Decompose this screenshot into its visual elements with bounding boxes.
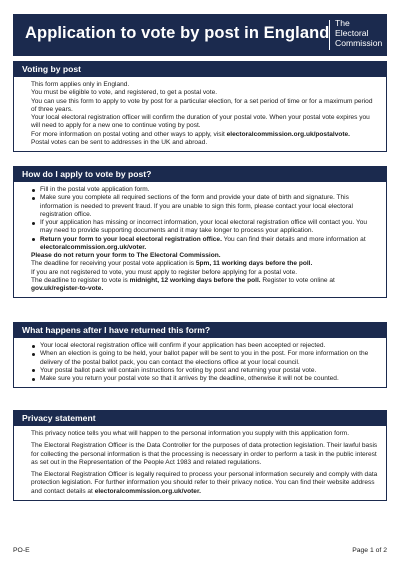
list-item: Make sure you complete all required sections of the form and provide your date of birth and signature. This information is needed to prevent fraud. If you are unable to sign this form, please contact your local electoral registration office. <box>31 194 378 219</box>
paragraph: For more information on postal voting and other ways to apply, visit electoralcommission.org.uk/postalvote. <box>31 130 350 138</box>
paragraph: Your local electoral registration officer will confirm the duration of your postal vote. When your postal vote expires you will need to apply for a new one to continue voting by post. <box>31 114 370 130</box>
page-title: Application to vote by post in England <box>25 24 330 42</box>
page-number: Page 1 of 2 <box>352 547 387 554</box>
list-item: Fill in the postal vote application form. <box>31 186 378 194</box>
section-after-return <box>13 322 387 388</box>
section-heading: How do I apply to vote by post? <box>14 167 386 182</box>
section-privacy-statement <box>13 410 387 501</box>
paragraph: This privacy notice tells you what will happen to the personal information you supply with this application form. <box>31 430 350 437</box>
deadline-text: The deadline for receiving your postal vote application is 5pm, 11 working days before the poll. <box>31 260 313 268</box>
section-heading: Voting by post <box>14 62 386 77</box>
list-item: Make sure you return your postal vote so that it arrives by the deadline, otherwise it will not be counted. <box>31 375 378 383</box>
list-item: If your application has missing or incorrect information, your local electoral registration office will contact you. You may need to provide supporting documents and it may take longer to process your application. <box>31 219 378 236</box>
section-how-to-apply <box>13 166 387 298</box>
list-item: When an election is going to be held, your ballot paper will be sent to you in the post. For more information on the delivery of the postal ballot pack, you can contact the elections office at your local council. <box>31 350 378 367</box>
register-deadline: The deadline to register to vote is midnight, 12 working days before the poll. Register to vote online at gov.uk/register-to-vote. <box>31 276 335 292</box>
register-link[interactable]: gov.uk/register-to-vote. <box>31 285 104 292</box>
paragraph: The Electoral Registration Officer is legally required to process your personal information securely and comply with data protection legislation. For further information you should refer to their privacy notice. You can find their website address and contact details at electoralcommission.org.uk/voter. <box>31 471 378 495</box>
list-item: Your postal ballot pack will contain instructions for voting by post and returning your postal vote. <box>31 367 378 375</box>
privacy-voter-link[interactable]: electoralcommission.org.uk/voter. <box>94 487 201 495</box>
paragraph: The Electoral Registration Officer is the Data Controller for the purposes of data protection legislation. Their lawful basis for collecting the personal information is that the processing is necessary in order to perform a task in the public interest as set out in the Representation of the People Act 1983 and related regulations. <box>31 442 378 466</box>
electoral-commission-logo: The Electoral Commission <box>335 18 383 48</box>
notice: Please do not return your form to The Electoral Commission. <box>31 252 221 259</box>
voter-link[interactable]: electoralcommission.org.uk/voter. <box>40 243 147 251</box>
list-item: Return your form to your local electoral registration office. You can find their details and more information at electoralcommission.org.uk/voter. <box>31 236 378 253</box>
paragraph: You must be eligible to vote, and registered, to get a postal vote. <box>31 89 218 97</box>
paragraph: Postal votes can be sent to addresses in the UK and abroad. <box>31 138 208 146</box>
paragraph: This form applies only in England. <box>31 81 130 88</box>
list-item: Your local electoral registration office will confirm if your application has been accepted or rejected. <box>31 342 378 350</box>
title-banner <box>13 14 387 56</box>
section-voting-by-post <box>13 61 387 152</box>
section-heading: What happens after I have returned this form? <box>14 323 386 338</box>
logo-divider <box>329 20 330 50</box>
section-heading: Privacy statement <box>14 411 386 426</box>
form-code: PO-E <box>13 547 30 554</box>
postal-vote-link[interactable]: electoralcommission.org.uk/postalvote. <box>226 130 350 138</box>
paragraph: You can use this form to apply to vote by post for a particular election, for a set period of time or for a maximum period of three years. <box>31 97 373 113</box>
paragraph: If you are not registered to vote, you must apply to register before applying for a postal vote. <box>31 268 298 276</box>
